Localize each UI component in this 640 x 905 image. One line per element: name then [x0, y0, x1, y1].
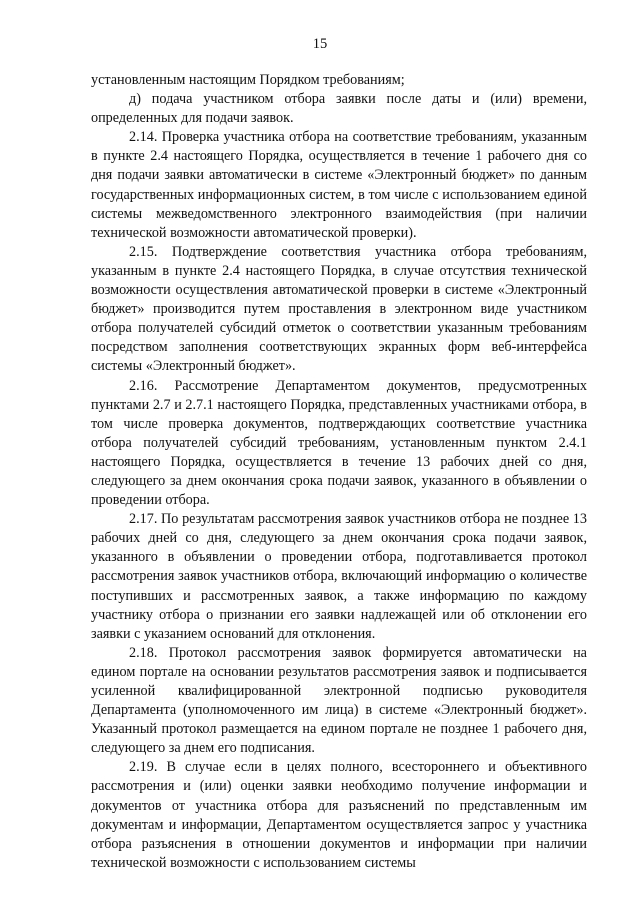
paragraph-2-14: 2.14. Проверка участника отбора на соответствие требованиям, указанным в пункте 2.4 настоящего Порядка, осуществляется в течение 1 рабочего дня со дня подачи заявки автоматически в системе «Электронный бюджет» по данным государственных информационных систем, в том числе с использованием единой системы межведомственного электронного взаимодействия (при наличии технической возможности автоматической проверки).: [91, 129, 587, 241]
paragraph-2-18: 2.18. Протокол рассмотрения заявок формируется автоматически на едином портале на основании результатов рассмотрения заявок и подписывается усиленной квалифицированной электронной подписью руководителя Департамента (уполномоченного им лица) в системе «Электронный бюджет». Указанный протокол размещается на едином портале не позднее 1 рабочего дня, следующего за днем его подписания.: [91, 644, 587, 757]
paragraph-2-15: 2.15. Подтверждение соответствия участника отбора требованиям, указанным в пункте 2.4 настоящего Порядка, в случае отсутствия технической возможности осуществления автоматической проверки в системе «Электронный бюджет» производится путем проставления в электронном виде участником отбора получателей субсидий отметок о соответствии указанным требованиям посредством заполнения соответствующих экранных форм веб-интерфейса системы «Электронный бюджет».: [91, 243, 587, 375]
paragraph-item-d: д) подача участником отбора заявки после даты и (или) времени, определенных для подачи заявок.: [91, 91, 587, 127]
paragraph-2-19: 2.19. В случае если в целях полного, всестороннего и объективного рассмотрения и (или) оценки заявки необходимо получение информации и документов от участника отбора для разъяснений по представленным им документам и информации, Департаментом осуществляется запрос у участника отбора разъяснения в отношении документов и информации при наличии технической возможности с использованием системы: [91, 759, 587, 871]
document-body: [91, 71, 587, 873]
paragraph-2-16: 2.16. Рассмотрение Департаментом документов, предусмотренных пунктами 2.7 и 2.7.1 настоящего Порядка, представленных участниками отбора, в том числе проверка документов, подтверждающих соответствие участника отбора получателей субсидий требованиям, установленным пунктом 2.4.1 настоящего Порядка, осуществляется в течение 13 рабочих дней со дня, следующего за днем окончания срока подачи заявок, указанного в объявлении о проведении отбора.: [91, 377, 587, 509]
paragraph-2-17: 2.17. По результатам рассмотрения заявок участников отбора не позднее 13 рабочих дней со дня, следующего за днем окончания срока подачи заявок, указанного в объявлении о проведении отбора, подготавливается протокол рассмотрения заявок участников отбора, включающий информацию о количестве поступивших и рассмотренных заявок, а также информацию по каждому участнику отбора о признании его заявки надлежащей или об отклонении его заявки с указанием оснований для отклонения.: [91, 511, 587, 642]
paragraph-continuation: установленным настоящим Порядком требованиям;: [91, 72, 405, 88]
page-number: 15: [312, 36, 328, 52]
